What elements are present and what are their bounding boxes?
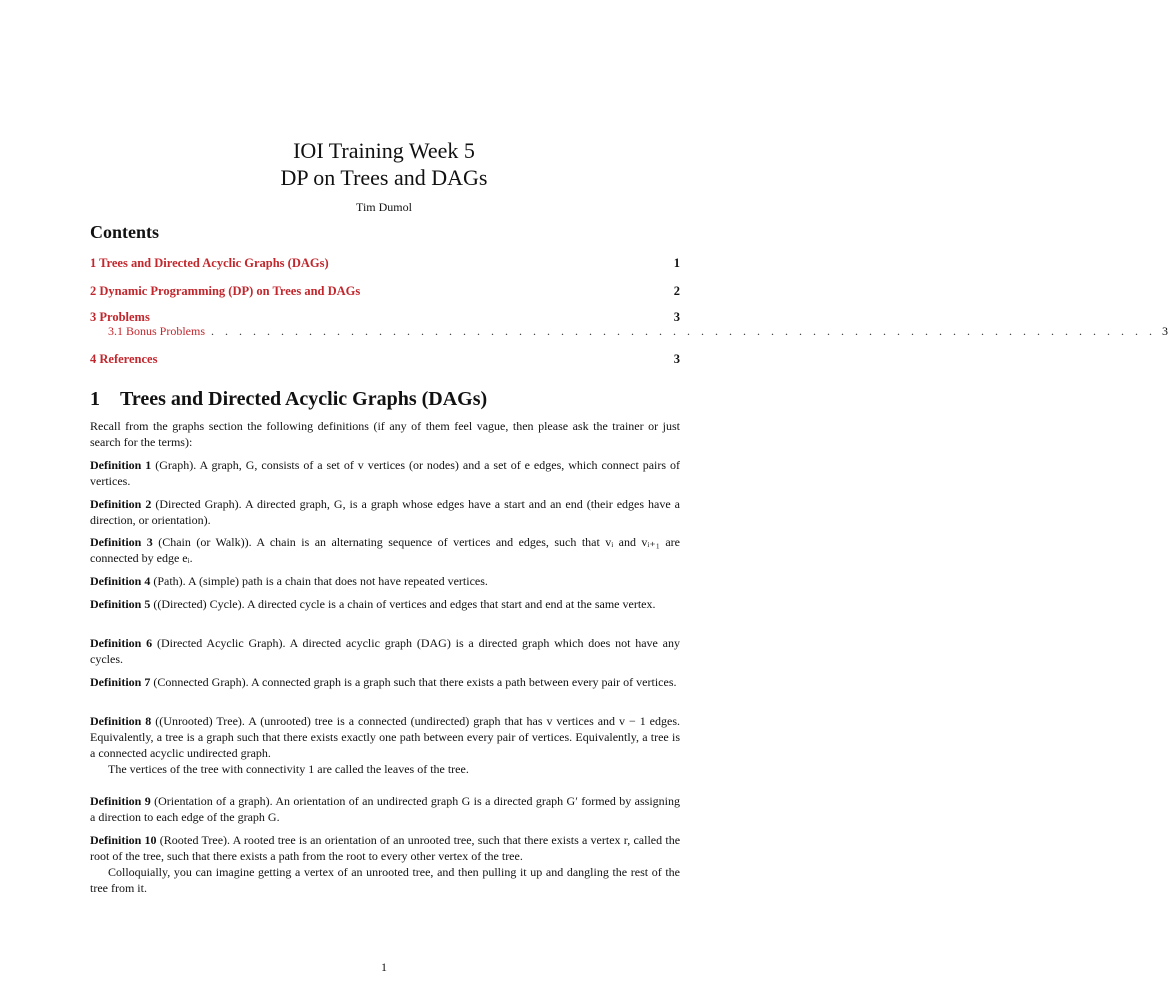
toc-entry-2[interactable] bbox=[90, 284, 680, 299]
definition-name: (Path). bbox=[153, 574, 186, 588]
document-title-line1: IOI Training Week 5 bbox=[293, 138, 475, 163]
toc-subentry-label: 3.1 Bonus Problems bbox=[108, 324, 206, 338]
definition-8 bbox=[90, 713, 680, 777]
definition-label: Definition 1 bbox=[90, 458, 152, 472]
definition-label: Definition 7 bbox=[90, 675, 151, 689]
definition-1 bbox=[90, 457, 680, 489]
definition-text: A rooted tree is an orientation of an unrooted tree, such that there exists a vertex r, called the root of the tree, such that there exists a path from the root to every other vertex of the tree. bbox=[90, 833, 681, 863]
definition-extra-text: The vertices of the tree with connectivity 1 are called the leaves of the tree. bbox=[108, 762, 469, 776]
definition-text: A directed graph, G, is a graph whose edges have a start and an end (their edges have a direction, or orientation). bbox=[90, 497, 680, 527]
definition-label: Definition 8 bbox=[90, 714, 152, 728]
definition-extra-text: Colloquially, you can imagine getting a vertex of an unrooted tree, and then pulling it up and dangling the rest of the tree from it. bbox=[90, 865, 680, 895]
definition-3 bbox=[90, 534, 680, 566]
definition-name: (Directed Graph). bbox=[155, 497, 242, 511]
definition-name: (Orientation of a graph). bbox=[154, 794, 273, 808]
definition-name: (Directed Acyclic Graph). bbox=[156, 636, 286, 650]
definition-label: Definition 9 bbox=[90, 794, 151, 808]
definition-name: (Rooted Tree). bbox=[159, 833, 231, 847]
definition-name: ((Unrooted) Tree). bbox=[155, 714, 245, 728]
toc-entry-4[interactable] bbox=[90, 352, 680, 367]
toc-subentry-page: 3 bbox=[1162, 324, 1168, 338]
definition-text: A (simple) path is a chain that does not have repeated vertices. bbox=[188, 574, 488, 588]
toc-entry-label: 2 Dynamic Programming (DP) on Trees and DAGs bbox=[90, 284, 361, 298]
section-number: 1 bbox=[90, 388, 100, 410]
definition-text: A directed acyclic graph (DAG) is a directed graph which does not have any cycles. bbox=[90, 636, 680, 666]
toc-leader-dots: . . . . . . . . . . . . . . . . . . . . . . . . . . . . . . . . . . . . . . . . . . . . . . . . . . . . . . . . . . . . . . . . . . . . bbox=[211, 324, 1157, 338]
toc-entry-label: 3 Problems bbox=[90, 310, 150, 324]
definition-name: ((Directed) Cycle). bbox=[153, 597, 245, 611]
page-number: 1 bbox=[381, 960, 387, 974]
definition-label: Definition 5 bbox=[90, 597, 151, 611]
definition-10 bbox=[90, 832, 680, 896]
definition-name: (Graph). bbox=[155, 458, 197, 472]
toc-entry-3[interactable] bbox=[90, 310, 680, 325]
definition-label: Definition 3 bbox=[90, 535, 153, 549]
definition-name: (Chain (or Walk)). bbox=[158, 535, 252, 549]
definition-text: A directed cycle is a chain of vertices and edges that start and end at the same vertex. bbox=[246, 597, 656, 611]
definition-6 bbox=[90, 635, 680, 667]
definition-5 bbox=[90, 596, 680, 612]
section-heading bbox=[90, 388, 487, 411]
definition-label: Definition 6 bbox=[90, 636, 153, 650]
toc-entry-label: 4 References bbox=[90, 352, 158, 366]
toc-heading: Contents bbox=[90, 222, 160, 242]
definition-label: Definition 2 bbox=[90, 497, 152, 511]
toc-entry-page: 1 bbox=[673, 256, 680, 270]
definition-label: Definition 10 bbox=[90, 833, 157, 847]
document-author: Tim Dumol bbox=[356, 200, 412, 214]
toc-entry-page: 2 bbox=[673, 284, 680, 298]
definition-text: A connected graph is a graph such that there exists a path between every pair of vertices. bbox=[250, 675, 677, 689]
definition-7 bbox=[90, 674, 680, 690]
section-intro: Recall from the graphs section the following definitions (if any of them feel vague, then please ask the trainer or just search for the terms): bbox=[90, 419, 680, 449]
toc-entry-label: 1 Trees and Directed Acyclic Graphs (DAGs) bbox=[90, 256, 329, 270]
section-title: Trees and Directed Acyclic Graphs (DAGs) bbox=[120, 388, 488, 410]
definition-text: An orientation of an undirected graph G is a directed graph G′ formed by assigning a direction to each edge of the graph G. bbox=[90, 794, 680, 824]
definition-text: A chain is an alternating sequence of vertices and edges, such that vᵢ and vᵢ₊₁ are connected by edge eᵢ. bbox=[90, 535, 681, 565]
toc-entry-1[interactable] bbox=[90, 256, 680, 271]
definition-label: Definition 4 bbox=[90, 574, 151, 588]
definition-name: (Connected Graph). bbox=[153, 675, 249, 689]
toc-subentry-3-1[interactable] bbox=[108, 324, 1168, 339]
toc-entry-page: 3 bbox=[673, 352, 680, 366]
document-title-line2: DP on Trees and DAGs bbox=[280, 165, 488, 190]
toc-entry-page: 3 bbox=[673, 310, 680, 324]
definition-text: A (unrooted) tree is a connected (undirected) graph that has v vertices and v − 1 edges. Equivalently, a tree is a graph such that there exists exactly one path between every pair of vertices. Equivalently, a tree is a connected acyclic undirected graph. bbox=[90, 714, 680, 760]
definition-2 bbox=[90, 496, 680, 528]
definition-4 bbox=[90, 573, 680, 589]
definition-text: A graph, G, consists of a set of v vertices (or nodes) and a set of e edges, which connect pairs of vertices. bbox=[90, 458, 681, 488]
definition-9 bbox=[90, 793, 680, 825]
